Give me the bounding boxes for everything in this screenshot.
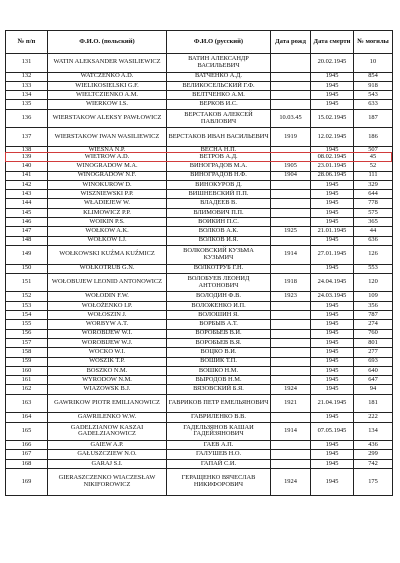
cell-name-russian: ВОШКО Н.М. <box>167 366 271 375</box>
cell-grave-number: 10 <box>354 54 393 73</box>
cell-name-russian: ВОЦКО В.И. <box>167 348 271 357</box>
cell-name-polish: WOIKIN P.S. <box>48 218 167 227</box>
table-row <box>6 236 393 245</box>
cell-name-russian: ВИНОКУРОВ Д. <box>167 180 271 189</box>
cell-name-polish: GAŁUSZCZIEW N.O. <box>48 450 167 459</box>
cell-grave-number: 94 <box>354 385 393 394</box>
cell-birth-date: 1914 <box>271 245 311 264</box>
cell-birth-date <box>271 91 311 100</box>
table-row <box>6 450 393 459</box>
cell-number: 151 <box>6 273 48 292</box>
cell-name-russian: ВЕРСТАКОВ АЛЕКСЕЙ ПАВЛОВИЧ <box>167 109 271 128</box>
cell-death-date: 07.05.1945 <box>311 422 354 441</box>
cell-name-russian: ГАЛУШЕВ Н.О. <box>167 450 271 459</box>
cell-name-russian: ВЛАДЕЕВ В. <box>167 199 271 208</box>
cell-grave-number: 436 <box>354 441 393 450</box>
header-fio-russian: Ф.И.О (русский) <box>167 31 271 54</box>
cell-number: 157 <box>6 338 48 347</box>
cell-birth-date <box>271 301 311 310</box>
table-row <box>6 338 393 347</box>
cell-birth-date <box>271 329 311 338</box>
table-row <box>6 459 393 468</box>
header-death-date: Дата смерти <box>311 31 354 54</box>
cell-name-polish: WINOGRADOW N.F. <box>48 171 167 180</box>
cell-name-polish: GAWRIKOW PIOTR EMILIANOWICZ <box>48 394 167 413</box>
cell-name-russian: ВАТИН АЛЕКСАНДР ВАСИЛЬЕВИЧ <box>167 54 271 73</box>
cell-death-date: 20.02.1945 <box>311 54 354 73</box>
cell-grave-number: 854 <box>354 72 393 81</box>
cell-grave-number: 356 <box>354 301 393 310</box>
cell-name-polish: WOSZIK T.P. <box>48 357 167 366</box>
cell-name-polish: WOŁKOWSKI KUŹMA KUŹMICZ <box>48 245 167 264</box>
cell-grave-number: 44 <box>354 227 393 236</box>
header-row <box>6 31 393 54</box>
cell-birth-date <box>271 357 311 366</box>
cell-grave-number: 644 <box>354 190 393 199</box>
cell-death-date: 1945 <box>311 208 354 217</box>
cell-number: 169 <box>6 469 48 496</box>
cell-name-polish: WIELIKOSIELSKI G.F. <box>48 81 167 90</box>
cell-birth-date: 1924 <box>271 469 311 496</box>
table-row <box>6 81 393 90</box>
cell-name-polish: WŁADIEJEW W. <box>48 199 167 208</box>
cell-death-date: 15.02.1945 <box>311 109 354 128</box>
cell-number: 160 <box>6 366 48 375</box>
table-row <box>6 128 393 147</box>
cell-name-polish: GAIEW A.P. <box>48 441 167 450</box>
cell-grave-number: 299 <box>354 450 393 459</box>
cell-death-date: 1945 <box>311 236 354 245</box>
cell-grave-number: 636 <box>354 236 393 245</box>
cell-grave-number: 543 <box>354 91 393 100</box>
cell-number: 152 <box>6 292 48 301</box>
cell-grave-number: 52 <box>354 162 393 171</box>
cell-name-russian: ВОЛКОТРУБ Г.Н. <box>167 264 271 273</box>
table-row <box>6 208 393 217</box>
cell-name-polish: WOCKO W.I. <box>48 348 167 357</box>
cell-grave-number: 186 <box>354 128 393 147</box>
cell-name-russian: ВОЛОШИН Я. <box>167 311 271 320</box>
burial-register-table <box>5 30 393 496</box>
cell-number: 155 <box>6 320 48 329</box>
cell-name-polish: WIETROW A.D. <box>48 152 167 161</box>
cell-name-polish: BOSZKO N.M. <box>48 366 167 375</box>
cell-number: 138 <box>6 146 48 152</box>
cell-grave-number: 778 <box>354 199 393 208</box>
cell-number: 168 <box>6 459 48 468</box>
cell-birth-date: 1914 <box>271 422 311 441</box>
table-row <box>6 171 393 180</box>
cell-name-polish: WOŁOSZIN J. <box>48 311 167 320</box>
cell-grave-number: 120 <box>354 273 393 292</box>
cell-birth-date <box>271 152 311 161</box>
cell-grave-number: 760 <box>354 329 393 338</box>
cell-name-polish: KLIMOWICZ P.P. <box>48 208 167 217</box>
cell-death-date: 27.01.1945 <box>311 245 354 264</box>
table-row <box>6 357 393 366</box>
cell-birth-date <box>271 236 311 245</box>
cell-grave-number: 553 <box>354 264 393 273</box>
table-row <box>6 366 393 375</box>
cell-number: 158 <box>6 348 48 357</box>
cell-number: 153 <box>6 301 48 310</box>
cell-death-date: 12.02.1945 <box>311 128 354 147</box>
cell-birth-date: 1918 <box>271 273 311 292</box>
cell-number: 159 <box>6 357 48 366</box>
cell-birth-date: 1925 <box>271 227 311 236</box>
cell-name-russian: ВОЛОБУЕВ ЛЕОНИД АНТОНОВИЧ <box>167 273 271 292</box>
table-row <box>6 394 393 413</box>
table-row <box>6 180 393 189</box>
cell-grave-number: 187 <box>354 109 393 128</box>
cell-birth-date <box>271 366 311 375</box>
cell-number: 136 <box>6 109 48 128</box>
cell-grave-number: 277 <box>354 348 393 357</box>
cell-birth-date <box>271 413 311 422</box>
cell-number: 145 <box>6 208 48 217</box>
cell-name-russian: ВЕРСТАКОВ ИВАН ВАСИЛЬЕВИЧ <box>167 128 271 147</box>
cell-birth-date <box>271 180 311 189</box>
cell-grave-number: 111 <box>354 171 393 180</box>
cell-name-russian: ВОЛОДИН Ф.В. <box>167 292 271 301</box>
cell-grave-number: 507 <box>354 146 393 152</box>
cell-number: 135 <box>6 100 48 109</box>
cell-grave-number: 801 <box>354 338 393 347</box>
cell-number: 150 <box>6 264 48 273</box>
cell-name-russian: ВАТЧЕНКО А.Д. <box>167 72 271 81</box>
cell-number: 146 <box>6 218 48 227</box>
cell-number: 140 <box>6 162 48 171</box>
cell-death-date: 23.01.1945 <box>311 162 354 171</box>
cell-birth-date <box>271 338 311 347</box>
cell-death-date: 1945 <box>311 146 354 152</box>
cell-grave-number: 742 <box>354 459 393 468</box>
cell-death-date: 24.04.1945 <box>311 273 354 292</box>
cell-number: 154 <box>6 311 48 320</box>
cell-death-date: 1945 <box>311 357 354 366</box>
cell-number: 132 <box>6 72 48 81</box>
cell-death-date: 1945 <box>311 459 354 468</box>
cell-death-date: 24.03.1945 <box>311 292 354 301</box>
header-grave-number: № могилы <box>354 31 393 54</box>
cell-name-polish: GARAJ S.I. <box>48 459 167 468</box>
cell-number: 137 <box>6 128 48 147</box>
cell-name-russian: ВИНОГРАДОВ Н.Ф. <box>167 171 271 180</box>
cell-grave-number: 175 <box>354 469 393 496</box>
cell-death-date: 1945 <box>311 180 354 189</box>
cell-number: 131 <box>6 54 48 73</box>
cell-birth-date: 10.03.45 <box>271 109 311 128</box>
table-row <box>6 162 393 171</box>
table-row <box>6 469 393 496</box>
table-row <box>6 72 393 81</box>
cell-name-russian: ГАВРИЛЕНКО В.В. <box>167 413 271 422</box>
cell-name-russian: ГЕРАЩЕНКО ВЯЧЕСЛАВ НИКИФОРОВИЧ <box>167 469 271 496</box>
cell-grave-number: 633 <box>354 100 393 109</box>
table-row <box>6 227 393 236</box>
cell-grave-number: 45 <box>354 152 393 161</box>
cell-name-russian: ВОЛКОВ А.К. <box>167 227 271 236</box>
cell-name-russian: ВИШНЕВСКИЙ П.П. <box>167 190 271 199</box>
table-row <box>6 320 393 329</box>
table-row <box>6 245 393 264</box>
cell-death-date: 28.06.1945 <box>311 171 354 180</box>
cell-death-date: 1945 <box>311 338 354 347</box>
cell-name-polish: WIERSTAKOW IWAN WASILIEWICZ <box>48 128 167 147</box>
cell-number: 149 <box>6 245 48 264</box>
cell-name-russian: ВОЛОЖЕНКО И.П. <box>167 301 271 310</box>
cell-name-russian: ВЕРКОВ И.С. <box>167 100 271 109</box>
cell-death-date: 08.02.1945 <box>311 152 354 161</box>
cell-birth-date <box>271 218 311 227</box>
cell-death-date: 1945 <box>311 81 354 90</box>
cell-birth-date <box>271 72 311 81</box>
cell-death-date: 1945 <box>311 441 354 450</box>
cell-birth-date: 1923 <box>271 292 311 301</box>
cell-name-polish: WOŁKOW A.K. <box>48 227 167 236</box>
cell-birth-date <box>271 208 311 217</box>
cell-name-russian: ВИНОГРАДОВ М.А. <box>167 162 271 171</box>
table-row <box>6 413 393 422</box>
cell-grave-number: 109 <box>354 292 393 301</box>
table-row <box>6 109 393 128</box>
cell-grave-number: 647 <box>354 376 393 385</box>
cell-birth-date: 1919 <box>271 128 311 147</box>
cell-name-polish: WIERSTAKOW ALEKSY PAWŁOWICZ <box>48 109 167 128</box>
cell-grave-number: 640 <box>354 366 393 375</box>
cell-name-polish: WOŁODIN F.W. <box>48 292 167 301</box>
cell-number: 148 <box>6 236 48 245</box>
cell-grave-number: 181 <box>354 394 393 413</box>
cell-name-polish: WOŁKOW I.J. <box>48 236 167 245</box>
cell-name-polish: GADELZIANOW KASZAI GADELZIANOWICZ <box>48 422 167 441</box>
cell-death-date: 1945 <box>311 413 354 422</box>
cell-birth-date: 1905 <box>271 162 311 171</box>
cell-name-russian: ВОИКИН П.С. <box>167 218 271 227</box>
cell-birth-date <box>271 376 311 385</box>
cell-grave-number: 222 <box>354 413 393 422</box>
cell-name-polish: WIELTCZIENKO A.M. <box>48 91 167 100</box>
cell-birth-date <box>271 320 311 329</box>
cell-number: 142 <box>6 180 48 189</box>
cell-birth-date <box>271 81 311 90</box>
cell-name-polish: WINOGRADOW M.A. <box>48 162 167 171</box>
cell-birth-date <box>271 441 311 450</box>
cell-grave-number: 126 <box>354 245 393 264</box>
cell-number: 167 <box>6 450 48 459</box>
cell-birth-date <box>271 100 311 109</box>
cell-grave-number: 134 <box>354 422 393 441</box>
cell-name-russian: ВЕЛИКОСЕЛЬСКИЙ Г.Ф. <box>167 81 271 90</box>
cell-birth-date <box>271 459 311 468</box>
cell-number: 147 <box>6 227 48 236</box>
cell-number: 133 <box>6 81 48 90</box>
cell-death-date: 1945 <box>311 100 354 109</box>
cell-grave-number: 575 <box>354 208 393 217</box>
table-row <box>6 91 393 100</box>
cell-death-date: 1945 <box>311 385 354 394</box>
cell-name-polish: GIERASZCZENKO WIACZESŁAW NIKIFOROWICZ <box>48 469 167 496</box>
cell-name-polish: WYRODOW N.M. <box>48 376 167 385</box>
cell-name-russian: ВЕЛТЧЕНКО А.М. <box>167 91 271 100</box>
table-row <box>6 441 393 450</box>
cell-grave-number: 693 <box>354 357 393 366</box>
cell-name-russian: ВЯЗОВСКИЙ Б.Я. <box>167 385 271 394</box>
cell-number: 162 <box>6 385 48 394</box>
header-fio-polish: Ф.И.О. (польский) <box>48 31 167 54</box>
cell-name-russian: ВОРОБЬЕВ В.И. <box>167 329 271 338</box>
cell-number: 161 <box>6 376 48 385</box>
table-body <box>6 54 393 496</box>
table-row <box>6 348 393 357</box>
table-row <box>6 199 393 208</box>
cell-death-date: 1945 <box>311 218 354 227</box>
cell-birth-date <box>271 450 311 459</box>
cell-grave-number: 787 <box>354 311 393 320</box>
cell-name-polish: WIESNA N.P. <box>48 146 167 152</box>
cell-grave-number: 274 <box>354 320 393 329</box>
table-row <box>6 273 393 292</box>
cell-birth-date: 1921 <box>271 394 311 413</box>
table-row <box>6 264 393 273</box>
cell-grave-number: 329 <box>354 180 393 189</box>
cell-birth-date: 1904 <box>271 171 311 180</box>
cell-name-polish: WOŁOBUJEW LEONID ANTONOWICZ <box>48 273 167 292</box>
cell-name-russian: ВОШИК Т.П. <box>167 357 271 366</box>
cell-death-date: 1945 <box>311 376 354 385</box>
table-row <box>6 218 393 227</box>
cell-number: 139 <box>6 152 48 161</box>
header-num: № п/п <box>6 31 48 54</box>
cell-grave-number: 918 <box>354 81 393 90</box>
cell-death-date: 21.04.1945 <box>311 394 354 413</box>
cell-number: 156 <box>6 329 48 338</box>
cell-number: 134 <box>6 91 48 100</box>
cell-death-date: 1945 <box>311 190 354 199</box>
cell-name-russian: ГАДЕЛЬЗЯНОВ КАШАИ ГАДЕЙЗЯНОВИЧ <box>167 422 271 441</box>
cell-number: 144 <box>6 199 48 208</box>
table-row <box>6 54 393 73</box>
cell-birth-date: 1924 <box>271 385 311 394</box>
cell-name-russian: ВЕТРОВ А.Д. <box>167 152 271 161</box>
cell-number: 163 <box>6 394 48 413</box>
cell-number: 141 <box>6 171 48 180</box>
table-row <box>6 311 393 320</box>
cell-death-date: 1945 <box>311 311 354 320</box>
cell-birth-date <box>271 311 311 320</box>
cell-name-russian: ГАПАЙ С.И. <box>167 459 271 468</box>
cell-name-polish: WOROBIJEW W.I. <box>48 329 167 338</box>
cell-name-russian: ВОЛКОВСКИЙ КУЗЬМА КУЗЬМИЧ <box>167 245 271 264</box>
cell-name-polish: WOŁOŻENKO I.P. <box>48 301 167 310</box>
cell-name-polish: WINOKUROW D. <box>48 180 167 189</box>
cell-name-polish: WATCZENKO A.D. <box>48 72 167 81</box>
cell-death-date: 1945 <box>311 301 354 310</box>
cell-death-date: 1945 <box>311 469 354 496</box>
cell-death-date: 1945 <box>311 264 354 273</box>
cell-birth-date <box>271 264 311 273</box>
table-row <box>6 385 393 394</box>
cell-birth-date <box>271 348 311 357</box>
cell-name-polish: WATIN ALEKSANDER WASILIEWICZ <box>48 54 167 73</box>
cell-death-date: 1945 <box>311 91 354 100</box>
table-row <box>6 301 393 310</box>
cell-death-date: 1945 <box>311 366 354 375</box>
table-row <box>6 292 393 301</box>
table-row <box>6 152 393 161</box>
cell-name-polish: WISZNIEWSKI P.P. <box>48 190 167 199</box>
table-row <box>6 100 393 109</box>
cell-number: 165 <box>6 422 48 441</box>
cell-name-russian: ВЕСНА Н.П. <box>167 146 271 152</box>
cell-birth-date <box>271 190 311 199</box>
table-row <box>6 422 393 441</box>
cell-name-russian: ВОРОБЬЕВ В.Я. <box>167 338 271 347</box>
cell-name-russian: ВЫРОДОВ Н.М. <box>167 376 271 385</box>
cell-number: 164 <box>6 413 48 422</box>
cell-number: 143 <box>6 190 48 199</box>
cell-name-russian: ГАВРИКОВ ПЕТР ЕМЕЛЬЯНОВИЧ <box>167 394 271 413</box>
cell-death-date: 1945 <box>311 199 354 208</box>
table-row <box>6 329 393 338</box>
cell-name-polish: WIERKOW I.S. <box>48 100 167 109</box>
table-row <box>6 376 393 385</box>
cell-death-date: 1945 <box>311 329 354 338</box>
cell-birth-date <box>271 54 311 73</box>
cell-name-polish: WOŁKOTRUB G.N. <box>48 264 167 273</box>
cell-number: 166 <box>6 441 48 450</box>
table-row <box>6 190 393 199</box>
cell-birth-date <box>271 199 311 208</box>
cell-death-date: 1945 <box>311 450 354 459</box>
cell-name-polish: WORBYW A.T. <box>48 320 167 329</box>
cell-name-russian: ВЛИМОВИЧ П.П. <box>167 208 271 217</box>
cell-name-russian: ВОЛКОВ И.Я. <box>167 236 271 245</box>
header-birth-date: Дата рожд <box>271 31 311 54</box>
cell-name-polish: WIAZOWSK B.J. <box>48 385 167 394</box>
cell-grave-number: 365 <box>354 218 393 227</box>
cell-death-date: 1945 <box>311 348 354 357</box>
cell-death-date: 21.01.1945 <box>311 227 354 236</box>
cell-name-russian: ГАЕВ А.П. <box>167 441 271 450</box>
cell-name-polish: GAWRILENKO W.W. <box>48 413 167 422</box>
cell-name-russian: ВОРБЫВ А.Т. <box>167 320 271 329</box>
cell-name-polish: WOROBIJEW W.J. <box>48 338 167 347</box>
cell-death-date: 1945 <box>311 72 354 81</box>
cell-death-date: 1945 <box>311 320 354 329</box>
